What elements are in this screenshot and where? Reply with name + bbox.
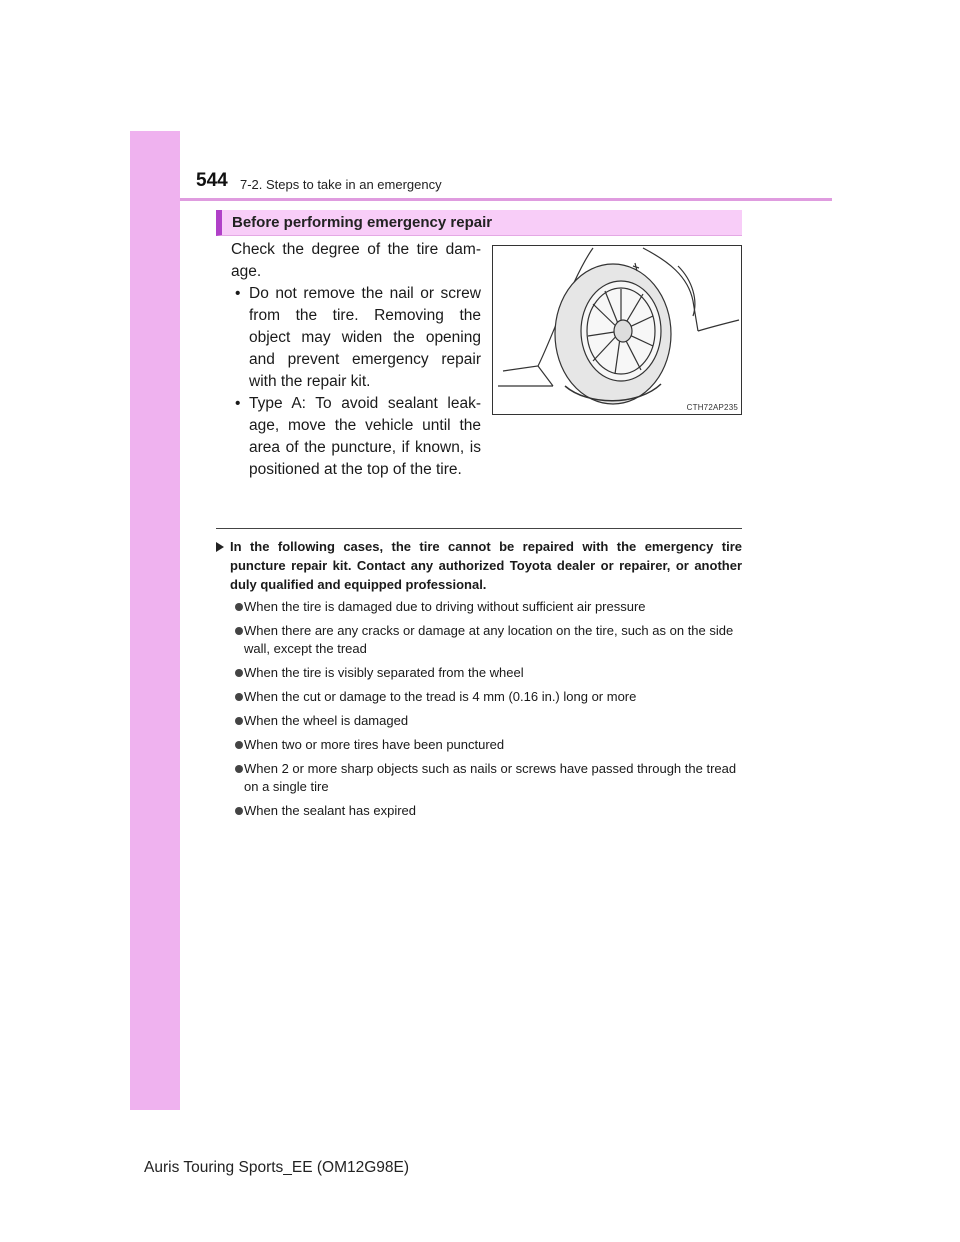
section-divider bbox=[216, 528, 742, 529]
circle-bullet-icon bbox=[235, 669, 243, 677]
header-rule bbox=[180, 198, 832, 201]
section-heading-text: Before performing emergency repair bbox=[232, 214, 493, 231]
intro-sub-item-text: Do not remove the nail or screw from the tire. Removing the object may widen the opening and prevent emergency repair with the repair kit. bbox=[249, 285, 481, 390]
circle-bullet-icon bbox=[235, 693, 243, 701]
intro-sub-item-text: Type A: To avoid sealant leak-age, move the vehicle until the area of the puncture, if known, is positioned at the top of the tire. bbox=[249, 395, 481, 478]
list-item bbox=[216, 598, 742, 616]
section-heading bbox=[216, 210, 742, 236]
intro-lead: Check the degree of the tire dam-age. bbox=[231, 241, 481, 280]
list-item-text: When there are any cracks or damage at any location on the tire, such as on the side wall, except the tread bbox=[244, 623, 734, 656]
notice-heading bbox=[216, 537, 742, 594]
list-item bbox=[216, 712, 742, 730]
chapter-side-tab bbox=[130, 131, 180, 1110]
list-item-text: When the tire is visibly separated from the wheel bbox=[244, 665, 524, 680]
list-item-text: When 2 or more sharp objects such as nails or screws have passed through the tread on a single tire bbox=[244, 761, 737, 794]
list-item bbox=[216, 802, 742, 820]
sub-bullet: • bbox=[235, 285, 241, 302]
tire-figure bbox=[492, 245, 742, 415]
list-item bbox=[216, 664, 742, 682]
sub-bullet: • bbox=[235, 395, 241, 412]
circle-bullet-icon bbox=[235, 765, 243, 773]
circle-bullet-icon bbox=[235, 603, 243, 611]
intro-sub-item bbox=[231, 393, 481, 481]
list-item bbox=[216, 736, 742, 754]
intro-sub-item bbox=[231, 283, 481, 393]
figure-code: CTH72AP235 bbox=[686, 403, 738, 412]
circle-bullet-icon bbox=[235, 717, 243, 725]
circle-bullet-icon bbox=[235, 741, 243, 749]
list-item-text: When the tire is damaged due to driving without sufficient air pressure bbox=[244, 599, 646, 614]
flat-tire-illustration-icon bbox=[493, 246, 741, 414]
notice-block bbox=[216, 537, 742, 826]
list-item-text: When the wheel is damaged bbox=[244, 713, 409, 728]
triangle-bullet-icon bbox=[216, 542, 224, 552]
footer-model-text: Auris Touring Sports_EE (OM12G98E) bbox=[144, 1159, 410, 1176]
list-item-text: When two or more tires have been punctured bbox=[244, 737, 505, 752]
notice-heading-text: In the following cases, the tire cannot be repaired with the emergency tire puncture repair kit. Contact any authorized Toyota dealer or repairer, or another duly qualified and equipped professional. bbox=[230, 539, 742, 592]
list-item bbox=[216, 622, 742, 658]
page-number: 544 bbox=[196, 170, 228, 191]
header-title: 7-2. Steps to take in an emergency bbox=[240, 177, 442, 192]
list-item-text: When the sealant has expired bbox=[244, 803, 416, 818]
list-item bbox=[216, 688, 742, 706]
list-item bbox=[216, 760, 742, 796]
circle-bullet-icon bbox=[235, 807, 243, 815]
circle-bullet-icon bbox=[235, 627, 243, 635]
intro-text bbox=[231, 239, 481, 481]
list-item-text: When the cut or damage to the tread is 4 mm (0.16 in.) long or more bbox=[244, 689, 637, 704]
notice-list bbox=[216, 598, 742, 820]
